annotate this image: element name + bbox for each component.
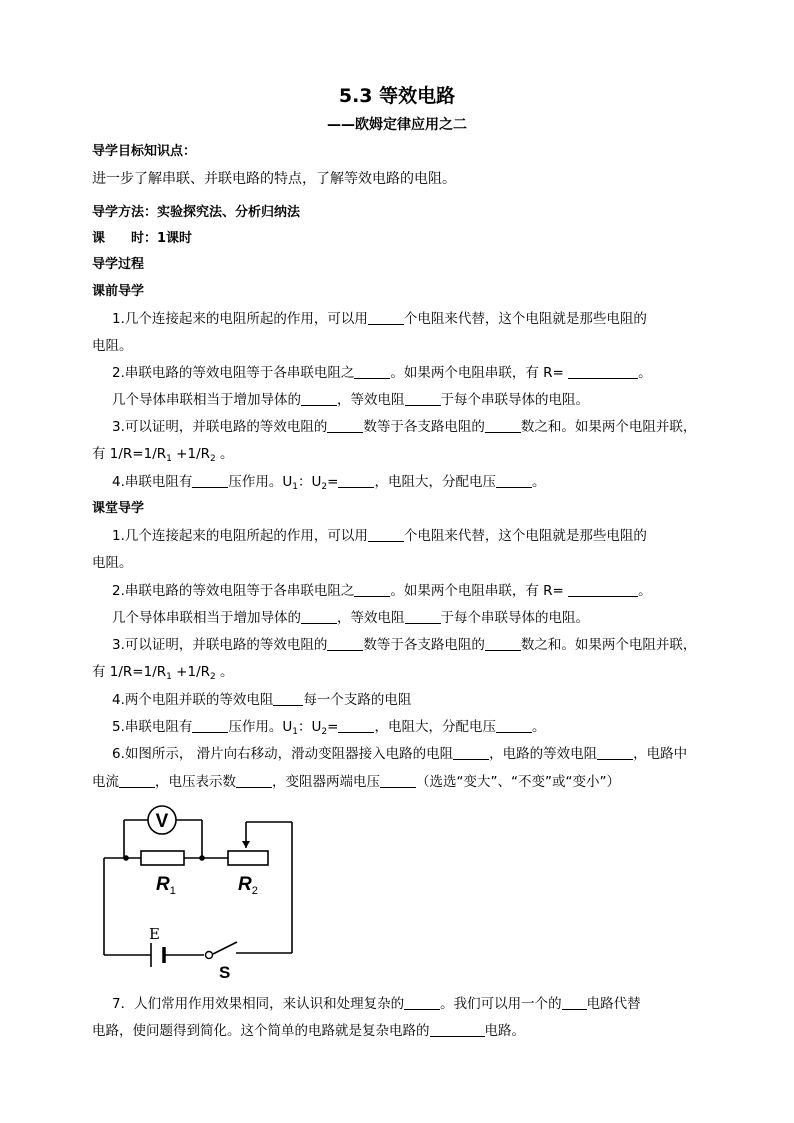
class-q2-text-e: ，等效电阻 (337, 610, 405, 626)
class-q5-text-e: ，电阻大，分配电压 (374, 719, 496, 735)
r1-label: $R_1$ (156, 874, 176, 897)
class-q2-text-d: 几个导体串联相当于增加导体的 (112, 610, 301, 626)
pre-q4-text-b: 压作用。U (228, 474, 293, 490)
class-q3 (112, 633, 696, 653)
answer-blank[interactable] (568, 364, 638, 379)
class-q5 (112, 715, 545, 737)
answer-blank[interactable] (380, 773, 416, 788)
answer-blank[interactable] (192, 473, 228, 488)
answer-blank[interactable] (597, 745, 633, 760)
answer-blank[interactable] (485, 636, 521, 651)
answer-blank[interactable] (368, 527, 404, 542)
answer-blank[interactable] (485, 418, 521, 433)
formula-c: 。 (215, 446, 234, 462)
answer-blank[interactable] (119, 773, 155, 788)
page-subtitle: ——欧姆定律应用之二 (327, 117, 467, 133)
r2-label: $R_2$ (238, 874, 258, 897)
class-q7-text-d: 电路，使问题得到简化。这个简单的电路就是复杂电路的 (92, 1023, 430, 1039)
pre-q2-cont (112, 388, 589, 408)
switch-lever (213, 942, 237, 954)
hours-value: 1课时 (157, 231, 193, 246)
answer-blank[interactable] (327, 636, 363, 651)
pre-q3-text-a: 3.可以证明，并联电路的等效电阻的 (112, 419, 328, 435)
class-q1-text-b: 个电阻来代替，这个电阻就是那些电阻的 (403, 528, 647, 544)
class-q6-text-a: 6.如图所示， 滑片向右移动，滑动变阻器接入电路的电阻 (112, 746, 454, 762)
class-q2-text-a: 2.串联电路的等效电阻等于各串联电阻之 (112, 583, 355, 599)
class-heading: 课堂导学 (92, 501, 145, 516)
class-q2 (112, 579, 652, 599)
class-q6 (112, 742, 687, 762)
switch-label: S (219, 963, 231, 982)
answer-blank[interactable] (354, 582, 390, 597)
formula-sub-1: 1 (166, 454, 172, 464)
pre-q2-text-c: 。 (638, 365, 652, 381)
answer-blank[interactable] (368, 310, 404, 325)
pre-q3-text-c: 数之和。如果两个电阻并联， (520, 419, 697, 435)
class-q7-text-a: 7．人们常用作用效果相同，来认识和处理复杂的 (112, 996, 405, 1012)
pre-q3-text-b: 数等于各支路电阻的 (363, 419, 485, 435)
junction-dot (123, 855, 129, 861)
class-q3-formula (92, 660, 234, 682)
answer-blank[interactable] (404, 995, 440, 1010)
class-q4-text-b: 每一个支路的电阻 (303, 692, 412, 708)
answer-blank[interactable] (327, 418, 363, 433)
class-q5-text-d: = (327, 719, 339, 735)
class-q7 (112, 992, 641, 1012)
goals-text: 进一步了解串联、并联电路的特点，了解等效电路的电阻。 (92, 171, 456, 187)
class-q4 (112, 688, 411, 708)
u-sub-2: 2 (321, 482, 328, 492)
formula-b: +1/R (171, 664, 210, 680)
pre-q2-text-a: 2.串联电路的等效电阻等于各串联电阻之 (112, 365, 355, 381)
class-q2-text-f: 于每个串联导体的电阻。 (440, 610, 589, 626)
class-q6-text-c: ，电路中 (633, 746, 688, 762)
hours-line (92, 227, 192, 246)
class-q2-cont (112, 606, 589, 626)
pre-q2-text-d: 几个导体串联相当于增加导体的 (112, 392, 301, 408)
answer-blank[interactable] (430, 1022, 485, 1037)
class-q5-text-f: 。 (531, 719, 546, 735)
class-q1 (112, 524, 647, 544)
answer-blank[interactable] (496, 718, 532, 733)
pre-q4 (112, 470, 545, 492)
pre-q1-cont: 电阻。 (92, 338, 133, 354)
pre-q4-text-f: 。 (531, 474, 546, 490)
class-q6-cont (92, 770, 620, 790)
answer-blank[interactable] (338, 718, 374, 733)
answer-blank[interactable] (273, 691, 303, 706)
hours-label: 课 时： (92, 231, 158, 246)
u-sub-2: 2 (321, 727, 328, 737)
pre-q2-text-f: 于每个串联导体的电阻。 (440, 392, 589, 408)
formula-b: +1/R (171, 446, 210, 462)
pre-q2-text-e: ，等效电阻 (337, 392, 405, 408)
class-q6-text-e: ，电压表示数 (155, 774, 236, 790)
formula-sub-1: 1 (166, 672, 172, 682)
formula-c: 。 (215, 664, 234, 680)
pre-q1-text-a: 1.几个连接起来的电阻所起的作用，可以用 (112, 311, 368, 327)
resistor-r2 (228, 851, 268, 865)
pre-q4-text-c: ：U (298, 474, 322, 490)
formula-sub-2: 2 (210, 672, 216, 682)
pre-q1 (112, 307, 647, 327)
battery-label: E (149, 925, 160, 943)
answer-blank[interactable] (338, 473, 374, 488)
class-q6-text-d: 电流 (92, 774, 119, 790)
class-q3-text-a: 3.可以证明，并联电路的等效电阻的 (112, 637, 328, 653)
goals-heading: 导学目标知识点： (92, 144, 197, 159)
answer-blank[interactable] (496, 473, 532, 488)
pre-q4-text-d: = (327, 474, 339, 490)
resistor-r1 (141, 851, 184, 865)
answer-blank[interactable] (192, 718, 228, 733)
u-sub-1: 1 (292, 727, 299, 737)
pre-q3 (112, 415, 696, 435)
junction-dot (199, 855, 205, 861)
pre-heading: 课前导学 (92, 284, 145, 299)
answer-blank[interactable] (236, 773, 272, 788)
class-q6-text-f: ，变阻器两端电压 (272, 774, 380, 790)
class-q5-text-b: 压作用。U (228, 719, 293, 735)
class-q7-text-c: 电路代替 (586, 996, 641, 1012)
slider-arrow-icon (242, 841, 250, 848)
circuit-diagram (96, 800, 306, 985)
answer-blank[interactable] (301, 391, 337, 406)
pre-q3-formula (92, 442, 234, 464)
class-q4-text-a: 4.两个电阻并联的等效电阻 (112, 692, 274, 708)
class-q7-cont (92, 1019, 525, 1039)
method-text: 导学方法：实验探究法、分析归纳法 (92, 205, 301, 220)
page-title: 5.3 等效电路 (338, 85, 456, 107)
switch-contact (206, 952, 213, 959)
answer-blank[interactable] (568, 582, 638, 597)
formula-sub-2: 2 (210, 454, 216, 464)
class-q2-text-c: 。 (638, 583, 652, 599)
answer-blank[interactable] (405, 391, 441, 406)
class-q7-text-e: 电路。 (484, 1023, 525, 1039)
answer-blank[interactable] (562, 995, 587, 1010)
pre-q2 (112, 361, 652, 381)
answer-blank[interactable] (354, 364, 390, 379)
process-heading: 导学过程 (92, 257, 145, 272)
class-q6-text-g: （选选“变大”、“不变”或“变小”） (416, 774, 620, 790)
class-q5-text-a: 5.串联电阻有 (112, 719, 193, 735)
class-q5-text-c: ：U (298, 719, 322, 735)
pre-q2-text-b: 。如果两个电阻串联，有 R= (390, 365, 564, 381)
pre-q1-text-b: 个电阻来代替，这个电阻就是那些电阻的 (403, 311, 647, 327)
class-q1-cont: 电阻。 (92, 555, 133, 571)
class-q6-text-b: ，电路的等效电阻 (489, 746, 598, 762)
pre-q4-text-a: 4.串联电阻有 (112, 474, 193, 490)
formula-a: 有 1/R=1/R (92, 446, 167, 462)
class-q1-text-a: 1.几个连接起来的电阻所起的作用，可以用 (112, 528, 368, 544)
class-q3-text-b: 数等于各支路电阻的 (363, 637, 485, 653)
answer-blank[interactable] (405, 609, 441, 624)
class-q7-text-b: 。我们可以用一个的 (440, 996, 562, 1012)
pre-q4-text-e: ，电阻大，分配电压 (374, 474, 496, 490)
class-q2-text-b: 。如果两个电阻串联，有 R= (390, 583, 564, 599)
class-q3-text-c: 数之和。如果两个电阻并联， (520, 637, 697, 653)
answer-blank[interactable] (453, 745, 489, 760)
formula-a: 有 1/R=1/R (92, 664, 167, 680)
answer-blank[interactable] (301, 609, 337, 624)
voltmeter-label: V (155, 811, 169, 832)
u-sub-1: 1 (292, 482, 299, 492)
